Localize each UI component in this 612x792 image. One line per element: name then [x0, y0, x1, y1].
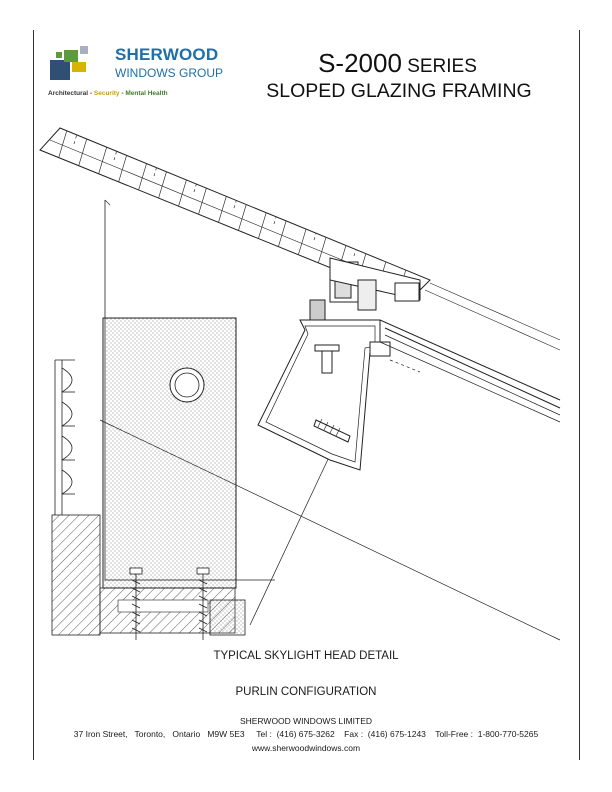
- configuration-caption: PURLIN CONFIGURATION: [235, 686, 377, 698]
- tagline-mental-health: Mental Health: [125, 90, 168, 97]
- left-wall-profile: [55, 360, 75, 515]
- company-name: SHERWOOD WINDOWS LIMITED: [239, 716, 373, 726]
- series-number: S-2000: [318, 48, 402, 78]
- page-subtitle: SLOPED GLAZING FRAMING: [266, 80, 532, 102]
- tagline-architectural: Architectural: [48, 90, 89, 97]
- logo-name: SHERWOOD: [115, 45, 219, 64]
- detail-caption: TYPICAL SKYLIGHT HEAD DETAIL: [213, 650, 399, 662]
- company-website: www.sherwoodwindows.com: [251, 743, 361, 753]
- purlin-block: [103, 318, 236, 588]
- company-address: 37 Iron Street, Toronto, Ontario M9W 5E3 Tel : (416) 675-3262 Fax : (416) 675-1243 Toll-Free : 1-800-770-5265: [73, 729, 539, 739]
- logo-subtitle: WINDOWS GROUP: [115, 66, 223, 80]
- tagline-separator: -: [88, 90, 94, 97]
- aluminum-head-frame: [258, 258, 560, 470]
- tagline-separator: -: [119, 90, 126, 97]
- series-word: SERIES: [401, 56, 477, 77]
- tagline-security: Security: [93, 90, 120, 97]
